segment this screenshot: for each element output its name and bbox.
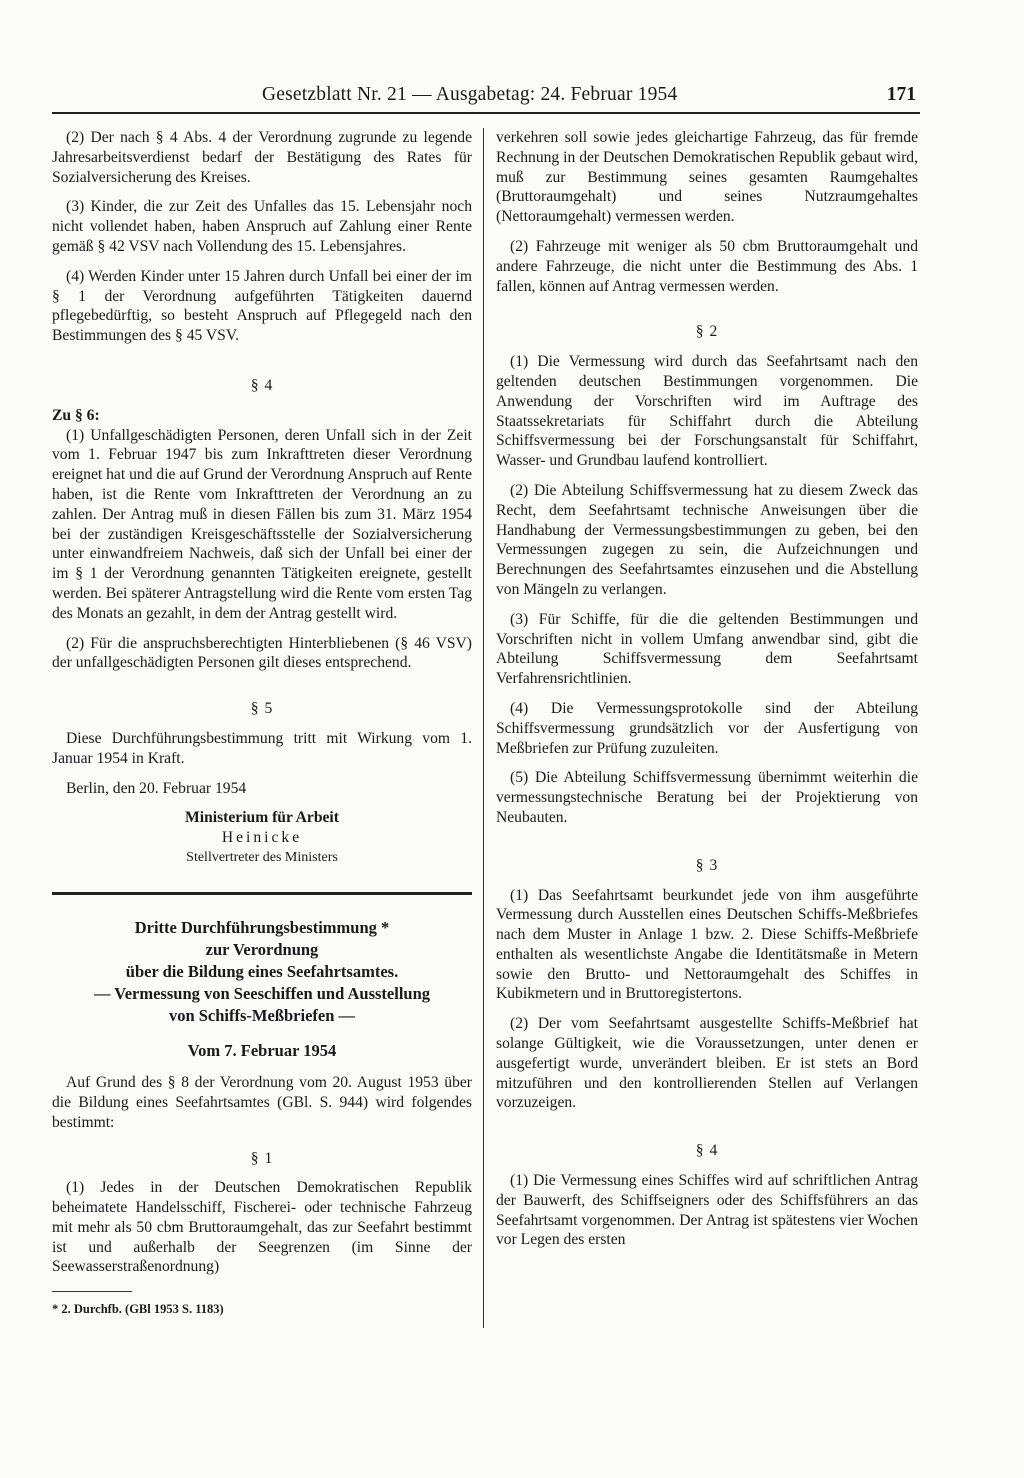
column-divider [483, 128, 484, 1328]
title-line: — Vermessung von Seeschiffen und Ausstellung [93, 984, 431, 1004]
paragraph: (1) Die Vermessung wird durch das Seefahrtsamt nach den geltenden deutschen Bestimmungen vorgenommen. Die Anwendung der Vorschriften wird im Auftrage des Staatssekretariats für Schiffahrt durch die Abteilung Schiffsvermessung bei der Forschungsanstalt für Schiffahrt, Wasser- und Grundbau laufend kontrolliert. [496, 353, 918, 470]
paragraph: (4) Die Vermessungsprotokolle sind der Abteilung Schiffsvermessung grundsätzlich vor der Ausfertigung von Meßbriefen zur Prüfung zuzuleiten. [496, 699, 918, 757]
signature-block [52, 808, 472, 868]
paragraph: (2) Der vom Seefahrtsamt ausgestellte Schiffs-Meßbrief hat solange Gültigkeit, wie die Voraussetzungen, unter denen er ausgefertigt wurde, unverändert bleiben. Er ist stets an Bord mitzuführen und den kontrollierenden Stellen auf Verlangen vorzuzeigen. [496, 1015, 918, 1112]
paragraph: (1) Die Vermessung eines Schiffes wird auf schriftlichen Antrag der Bauwerft, des Schiffseigners oder des Schiffsführers an das Seefahrtsamt vorgenommen. Der Antrag ist spätestens vier Wochen vor Legen des ersten [496, 1172, 918, 1249]
paragraph: (2) Die Abteilung Schiffsvermessung hat zu diesem Zweck das Recht, dem Seefahrtsamt technische Anweisungen über die Handhabung der Vermessungsbestimmungen zu geben, bei den Vermessungen zugegen zu sein, die Aufzeichnungen und Berechnungen des Seefahrtsamtes einzusehen und die Abstellung von Mängeln zu verlangen. [496, 481, 918, 598]
section-heading: § 5 [250, 700, 274, 718]
signer-name: Heinicke [221, 829, 303, 847]
section-rule [52, 892, 472, 895]
paragraph: (3) Kinder, die zur Zeit des Unfalles das 15. Lebensjahr noch nicht vollendet haben, haben Anspruch auf Zahlung einer Rente gemäß § 42 VSV nach Vollendung des 15. Lebensjahres. [52, 198, 472, 255]
paragraph: verkehren soll sowie jedes gleichartige Fahrzeug, das für fremde Rechnung in der Deutschen Demokratischen Republik gebaut wird, muß zur Bestimmung seines gesamten Raumgehaltes (Bruttoraumgehalt) und seines Nutzraumgehaltes (Nettoraumgehalt) vermessen werden. [496, 129, 918, 226]
place-date: Berlin, den 20. Februar 1954 [66, 779, 247, 797]
section-heading: § 2 [695, 323, 719, 341]
section-heading: § 4 [695, 1142, 719, 1160]
title-line: zur Verordnung [205, 940, 319, 960]
subsection-label: Zu § 6: [52, 406, 100, 424]
paragraph: (3) Für Schiffe, für die die geltenden Bestimmungen und Vorschriften nicht in vollem Umfang anwendbar sind, gibt die Abteilung Schiffsvermessung dem Seefahrtsamt Verfahrensrichtlinien. [496, 610, 918, 688]
paragraph: (1) Das Seefahrtsamt beurkundet jede von ihm ausgeführte Vermessung durch Ausstellen eines Deutschen Schiffs-Meßbriefes nach dem Muster in Anlage 1 bzw. 2. Diese Schiffs-Meßbriefe enthalten als wesentlichste Angabe die Identitätsmaße in Metern sowie den Brutto- und Nettoraumgehalt des Schiffes in Kubikmetern und in Bruttoregistertons. [496, 886, 918, 1003]
title-line: Dritte Durchführungsbestimmung * [134, 918, 390, 938]
title-line: von Schiffs-Meßbriefen — [168, 1006, 356, 1026]
right-column [496, 128, 918, 1260]
section-heading: § 1 [250, 1149, 274, 1167]
footnote-rule [52, 1291, 132, 1292]
page-header [52, 84, 920, 110]
title-line: über die Bildung eines Seefahrtsamtes. [125, 962, 399, 982]
paragraph: (2) Für die anspruchsberechtigten Hinterbliebenen (§ 46 VSV) der unfallgeschädigten Personen gilt dieses entsprechend. [52, 634, 472, 672]
signer-role: Stellvertreter des Ministers [186, 850, 338, 866]
header-rule [52, 112, 920, 114]
footnote: * 2. Durchfb. (GBl 1953 S. 1183) [52, 1302, 224, 1317]
section-heading: § 4 [250, 376, 274, 394]
section-heading: § 3 [695, 856, 719, 874]
paragraph: (5) Die Abteilung Schiffsvermessung übernimmt weiterhin die vermessungstechnische Beratung bei der Projektierung von Neubauten. [496, 769, 918, 826]
header-title: Gesetzblatt Nr. 21 — Ausgabetag: 24. Februar 1954 [262, 84, 678, 105]
left-column [52, 128, 472, 1320]
ministry-name: Ministerium für Arbeit [185, 809, 339, 827]
paragraph: (1) Jedes in der Deutschen Demokratischen Republik beheimatete Handelsschiff, Fischerei- oder technische Fahrzeug mit mehr als 50 cbm Bruttoraumgehalt, das zur Seefahrt bestimmt ist und außerhalb der Seegrenzen (im Sinne der Seewasserstraßenordnung) [52, 1179, 472, 1276]
paragraph: (2) Fahrzeuge mit weniger als 50 cbm Bruttoraumgehalt und andere Fahrzeuge, die nicht unter die Bestimmung des Abs. 1 fallen, können auf Antrag vermessen werden. [496, 237, 918, 295]
paragraph: (2) Der nach § 4 Abs. 4 der Verordnung zugrunde zu legende Jahresarbeitsverdienst bedarf der Bestätigung des Rates für Sozialversicherung des Kreises. [52, 129, 472, 186]
paragraph: (4) Werden Kinder unter 15 Jahren durch Unfall bei einer der im § 1 der Verordnung aufgeführten Tätigkeiten dauernd pflegebedürftig, so besteht Anspruch auf Pflegegeld nach den Bestimmungen des § 45 VSV. [52, 267, 472, 345]
paragraph: (1) Unfallgeschädigten Personen, deren Unfall sich in der Zeit vom 1. Februar 1947 bis zum Inkrafttreten dieser Verordnung ereignet hat und die auf Grund der Verordnung Anspruch auf Rente haben, ist die Rente vom Inkrafttreten der Verordnung an zu zahlen. Der Antrag muß in diesen Fällen bis zum 31. März 1954 bei der zuständigen Kreisgeschäftsstelle der Sozialversicherung unter einwandfreiem Nachweis, daß sich der Unfall bei einer der im § 1 der Verordnung genannten Tätigkeiten ereignete, gestellt werden. Bei späterer Antragstellung wird die Rente vom ersten Tag des Monats an gezahlt, in dem der Antrag gestellt wird. [52, 426, 472, 622]
ordinance-date: Vom 7. Februar 1954 [187, 1041, 337, 1061]
preamble: Auf Grund des § 8 der Verordnung vom 20. August 1953 über die Bildung eines Seefahrtsamtes (GBl. S. 944) wird folgendes bestimmt: [52, 1074, 472, 1131]
paragraph: Diese Durchführungsbestimmung tritt mit Wirkung vom 1. Januar 1954 in Kraft. [52, 729, 472, 767]
ordinance-title [52, 917, 472, 1027]
page-number: 171 [886, 84, 916, 105]
